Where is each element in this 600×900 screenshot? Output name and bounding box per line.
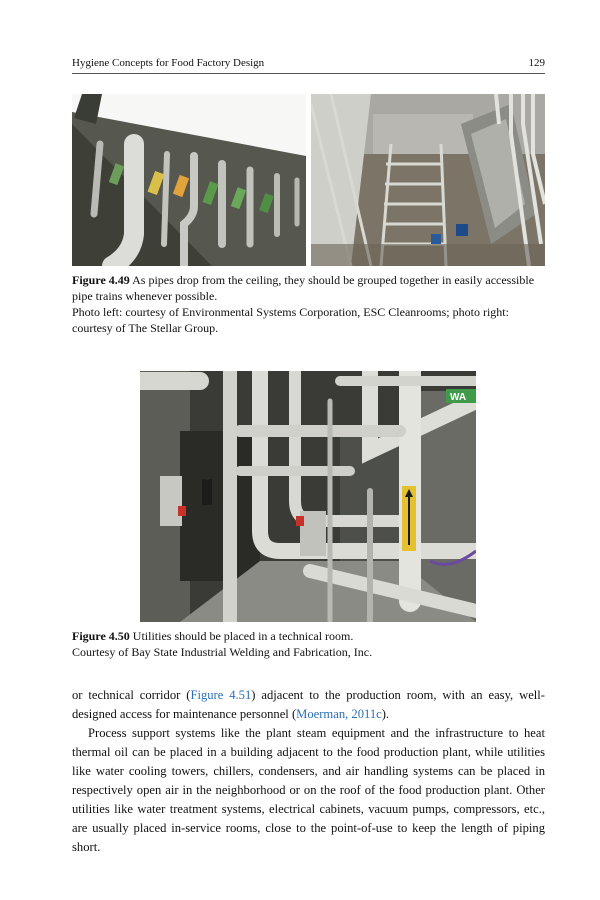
figure-4-50-caption-text: Utilities should be placed in a technical room.	[132, 629, 354, 643]
figure-4-49-caption-text: As pipes drop from the ceiling, they should be grouped together in easily accessible pipe trains whenever possible.	[72, 273, 535, 303]
pipe-label-text: WA	[450, 392, 467, 403]
body-p1-part-a: or technical corridor (	[72, 688, 191, 702]
figure-4-50-photo	[140, 371, 476, 622]
header-rule	[72, 73, 545, 74]
figure-4-49-label: Figure 4.49	[72, 273, 130, 287]
figure-4-49-credit: Photo left: courtesy of Environmental Systems Corporation, ESC Cleanrooms; photo right: courtesy of The Stellar Group.	[72, 305, 509, 335]
body-paragraph-2: Process support systems like the plant steam equipment and the infrastructure to heat thermal oil can be placed in a building adjacent to the food production plant, while utilities like water cooling towers, chillers, condensers, and air handling systems can be placed in respectively open air in the neighborhood or on the roof of the food production plant. Other utilities like water treatment systems, electrical cabinets, vacuum pumps, compressors, etc., are usually placed in-service rooms, close to the point-of-use to keep the length of piping short.	[72, 726, 545, 854]
header-title: Hygiene Concepts for Food Factory Design	[72, 57, 265, 69]
running-header	[72, 57, 545, 73]
figure-4-49-right-photo	[311, 94, 545, 266]
figure-4-50-label: Figure 4.50	[72, 629, 130, 643]
moerman-2011c-link[interactable]: Moerman, 2011c	[296, 707, 382, 721]
body-text	[72, 686, 545, 857]
figure-4-50-credit: Courtesy of Bay State Industrial Welding and Fabrication, Inc.	[72, 645, 373, 659]
figure-4-50-caption	[72, 628, 545, 660]
body-p1-part-b: ) adjacent to the production room, with an easy, well-designed access for maintenance personnel (	[72, 688, 545, 721]
figure-4-49-caption	[72, 272, 545, 336]
page-number: 129	[528, 57, 545, 69]
body-p1-part-c: ).	[381, 707, 390, 721]
figure-4-51-link[interactable]: Figure 4.51	[190, 688, 252, 702]
body-paragraph-1	[72, 686, 545, 724]
figure-4-49-left-photo	[72, 94, 306, 266]
